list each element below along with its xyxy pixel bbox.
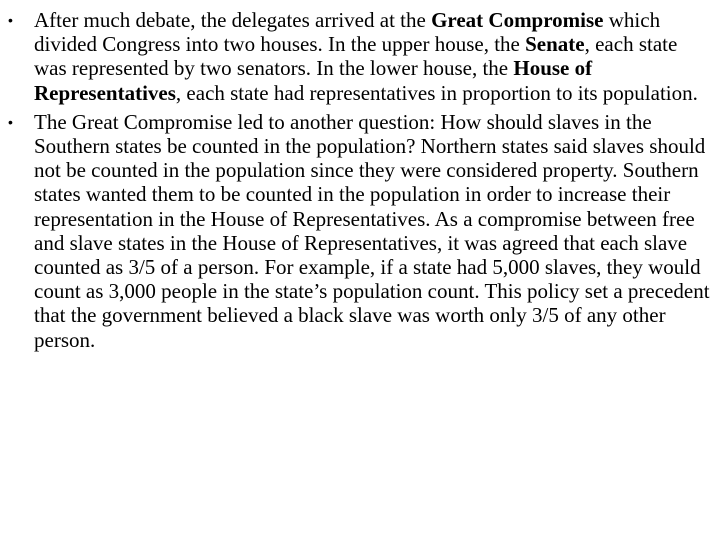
text-segment: which divided Congress into two houses. In the upper house, the — [34, 8, 661, 57]
term-great-compromise: Great Compromise — [431, 8, 604, 32]
term-senate: Senate — [525, 32, 585, 57]
bullet-list — [0, 8, 712, 357]
text-segment: , each state had representatives in proportion to its population. — [175, 80, 698, 105]
bullet-icon: • — [8, 113, 13, 130]
text-segment: After much debate, the delegates arrived at the — [34, 8, 432, 32]
text-segment: The Great Compromise led to another question: How should slaves in the Southern states be counted in the population? Northern states said slaves should not be counted in the population since they were considered property. Southern states wanted them to be counted in the population in order to increase their representation in the House of Representatives. As a compromise between free and slave states in the House of Representatives, it was agreed that each slave counted as 3/5 of a person. For example, if a state had 5,000 slaves, they would count as 3,000 people in the state’s population count. This policy set a precedent that the government believed a black slave was worth only 3/5 of any other person. — [34, 109, 710, 352]
term-house-of-representatives: House of Representatives — [34, 56, 593, 105]
text-segment: , each state was represented by two senators. In the lower house, the — [34, 32, 678, 81]
bullet-text — [34, 8, 698, 105]
bullet-text — [34, 110, 710, 352]
bullet-icon: • — [8, 12, 13, 28]
bullet-item-great-compromise — [0, 8, 712, 105]
bullet-item-three-fifths — [0, 110, 712, 352]
